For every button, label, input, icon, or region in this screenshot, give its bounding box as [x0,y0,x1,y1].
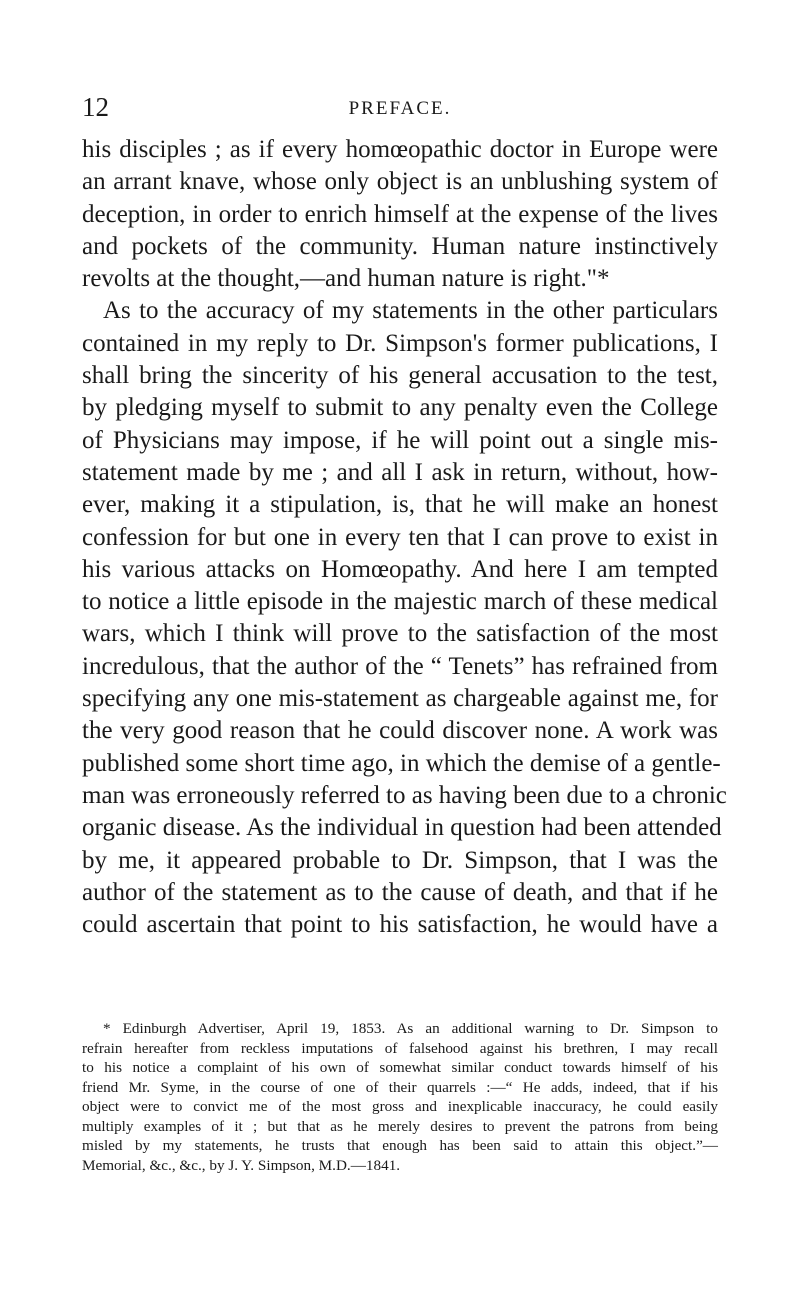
footnote-line: multiply examples of it ; but that as he merely desires to prevent the patrons from being [82,1117,718,1135]
body-line: by pledging myself to submit to any penalty even the College [82,394,718,422]
footnote [82,1019,718,1175]
body-line: the very good reason that he could discover none. A work was [82,717,718,745]
body-line: of Physicians may impose, if he will point out a single mis- [82,426,718,454]
body-line: contained in my reply to Dr. Simpson's former publications, I [82,329,718,357]
body-line: published some short time ago, in which the demise of a gentle- [82,749,721,777]
body-line: wars, which I think will prove to the satisfaction of the most [82,620,718,648]
body-line: man was erroneously referred to as having been due to a chronic [82,781,727,809]
body-line: an arrant knave, whose only object is an unblushing system of [82,168,718,196]
page-header [82,92,718,122]
footnote-line: to his notice a complaint of his own of somewhat similar conduct towards himself of his [82,1059,718,1076]
body-line: specifying any one mis-statement as chargeable against me, for [82,685,718,713]
body-line: his various attacks on Homœopathy. And here I am tempted [82,555,718,583]
footnote-line: Memorial, &c., &c., by J. Y. Simpson, M.D.—1841. [82,1156,401,1174]
body-text [82,134,727,941]
body-line: As to the accuracy of my statements in the other particulars [103,297,718,325]
body-line: and pockets of the community. Human nature instinctively [82,232,718,260]
footnote-line: * Edinburgh Advertiser, April 19, 1853. As an additional warning to Dr. Simpson to [103,1020,718,1037]
body-line: confession for but one in every ten that I can prove to exist in [82,523,718,551]
page-number: 12 [82,92,109,122]
body-line: shall bring the sincerity of his general accusation to the test, [82,362,718,390]
body-line: by me, it appeared probable to Dr. Simpson, that I was the [82,846,718,874]
body-line: revolts at the thought,—and human nature is right."* [82,265,610,293]
footnote-line: misled by my statements, he trusts that enough has been said to attain this object.”— [82,1137,718,1154]
footnote-line: refrain hereafter from reckless imputations of falsehood against his brethren, I may recall [82,1039,718,1057]
body-line: to notice a little episode in the majestic march of these medical [82,588,718,616]
body-line: organic disease. As the individual in question had been attended [82,814,722,842]
body-line: incredulous, that the author of the “ Tenets” has refrained from [82,652,718,680]
running-head: PREFACE. [348,98,452,119]
body-line: author of the statement as to the cause of death, and that if he [82,878,718,906]
body-line: ever, making it a stipulation, is, that he will make an honest [82,491,718,519]
body-line: could ascertain that point to his satisfaction, he would have a [82,911,718,939]
body-line: deception, in order to enrich himself at the expense of the lives [82,200,718,228]
body-line: statement made by me ; and all I ask in return, without, how- [82,458,718,486]
footnote-line: object were to convict me of the most gross and inexplicable inaccuracy, he could easily [82,1098,718,1115]
body-line: his disciples ; as if every homœopathic doctor in Europe were [82,136,718,163]
footnote-line: friend Mr. Syme, in the course of one of their quarrels :—“ He adds, indeed, that if his [82,1078,718,1096]
